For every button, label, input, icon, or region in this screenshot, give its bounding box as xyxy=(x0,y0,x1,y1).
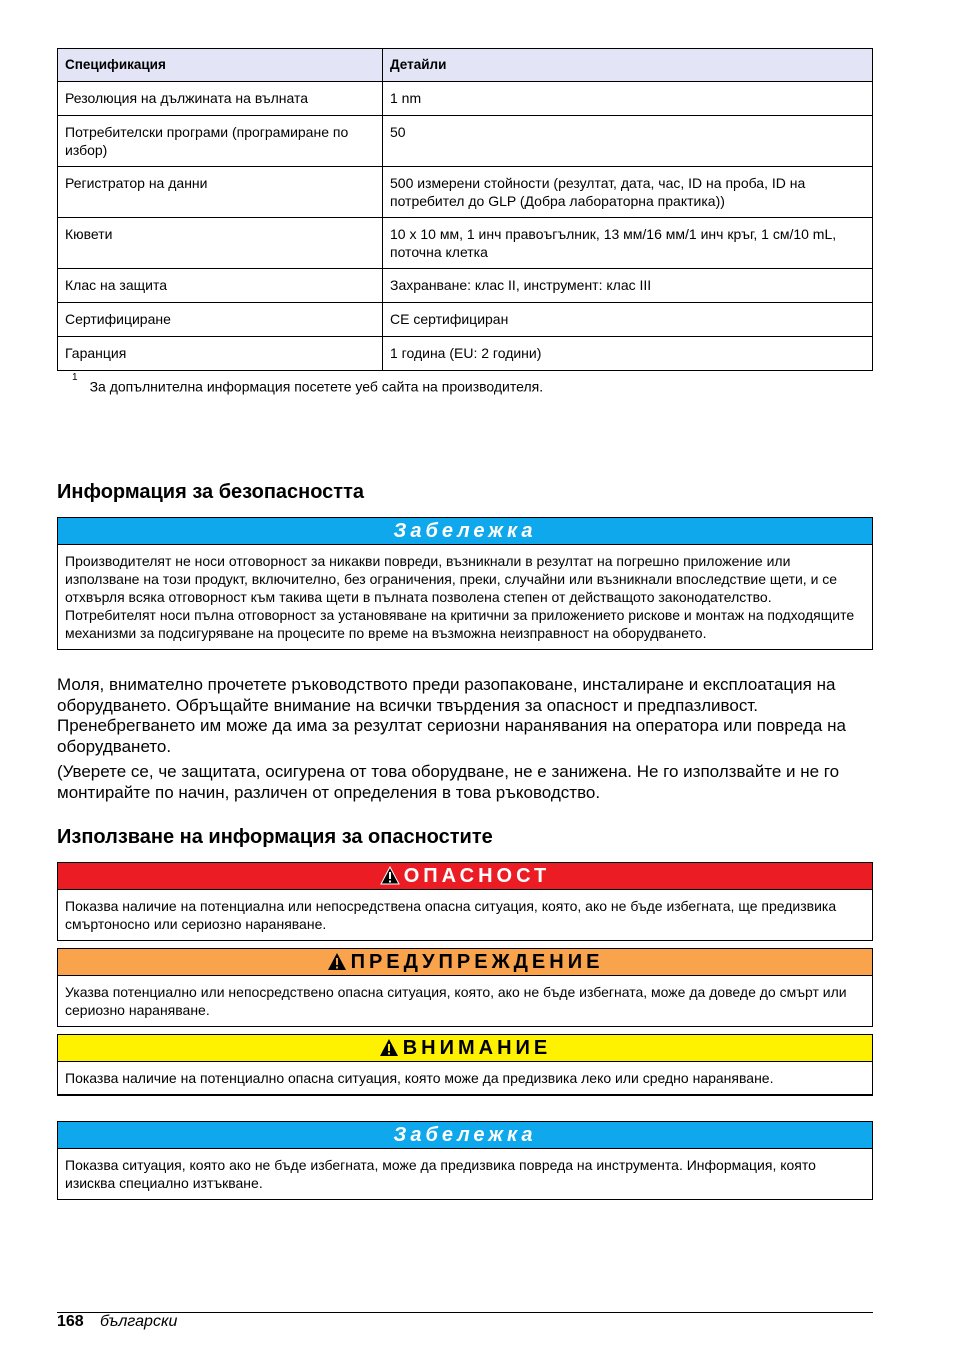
warning-box xyxy=(57,948,873,1027)
danger-box xyxy=(57,862,873,941)
caution-box-text: Показва наличие на потенциално опасна ситуация, която може да предизвика леко или средно нараняване. xyxy=(65,1070,774,1086)
intro-paragraph: Моля, внимателно прочетете ръководството преди разопаковане, инсталиране и експлоатация на оборудването. Обръщайте внимание на всички твърдения за опасност и предпазливост. Пренебрегването им може да има за резултат сериозни наранявания на оператора или повреда на оборудването. xyxy=(57,675,846,756)
notice-box-text: Показва ситуация, която ако не бъде избегната, може да предизвика повреда на инструмента. Информация, която изисква специално изтъкване. xyxy=(65,1157,816,1191)
caution-box xyxy=(57,1034,873,1096)
table-row xyxy=(58,269,873,303)
table-cell: 500 измерени стойности (резултат, дата, час, ID на проба, ID на потребител до GLP (Добра лабораторна практика)) xyxy=(383,167,873,218)
specification-table xyxy=(57,48,873,371)
warning-triangle-icon xyxy=(379,1038,399,1064)
note-box-text: Производителят не носи отговорност за никакви повреди, възникнали в резултат на погрешно приложение или използване на този продукт, включително, без ограничения, преки, случайни или възникнали впоследствие щети, и се отхвърля всяка отговорност към такива щети в пълната позволена степен от действащото законодателство. Потребителят носи пълна отговорност за установяване на критични за приложението рискове и монтаж на подходящите механизми за подсигуряване на процесите по време на възможна неизправност на оборудването. xyxy=(65,553,855,641)
table-footnote xyxy=(72,372,544,396)
table-cell: Захранване: клас II, инструмент: клас III xyxy=(383,269,873,303)
table-cell: Резолюция на дължината на вълната xyxy=(58,82,383,116)
table-header-row xyxy=(58,49,873,82)
table-cell: Клас на защита xyxy=(58,269,383,303)
table-cell: 10 х 10 мм, 1 инч правоъгълник, 13 мм/16 мм/1 инч кръг, 1 см/10 mL, поточна клетка xyxy=(383,218,873,269)
notice-box-header: Забележка xyxy=(58,1122,872,1149)
table-row xyxy=(58,82,873,116)
footnote-mark: 1 xyxy=(72,372,78,383)
footer-divider xyxy=(57,1312,873,1313)
table-row xyxy=(58,167,873,218)
table-row xyxy=(58,337,873,371)
table-cell: CE сертифициран xyxy=(383,303,873,337)
warning-triangle-icon xyxy=(327,952,347,978)
table-cell: Потребителски програми (програмиране по избор) xyxy=(58,116,383,167)
table-row xyxy=(58,116,873,167)
warning-triangle-icon xyxy=(380,866,400,892)
danger-box-text: Показва наличие на потенциална или непосредствена опасна ситуация, която, ако не бъде избегната, ще предизвика смъртоносно или сериозно нараняване. xyxy=(65,898,837,932)
note-box xyxy=(57,517,873,650)
column-header-specification: Спецификация xyxy=(58,49,383,82)
notice-box xyxy=(57,1121,873,1200)
danger-box-header xyxy=(58,863,872,890)
table-cell: 1 година (EU: 2 години) xyxy=(383,337,873,371)
warning-label: ПРЕДУПРЕЖДЕНИЕ xyxy=(350,951,604,973)
page-number: 168 xyxy=(57,1313,84,1330)
table-cell: Гаранция xyxy=(58,337,383,371)
column-header-details: Детайли xyxy=(383,49,873,82)
footer-language: български xyxy=(100,1313,178,1330)
warning-box-text: Указва потенциално или непосредствено опасна ситуация, която, ако не бъде избегната, може да доведе до смърт или сериозно нараняване. xyxy=(65,984,847,1018)
protection-paragraph: (Уверете се, че защитата, осигурена от това оборудване, не е занижена. Не го използвайте и не го монтирайте по начин, различен от определения в това ръководство. xyxy=(57,762,840,802)
table-row xyxy=(58,303,873,337)
caution-box-header xyxy=(58,1035,872,1062)
table-row xyxy=(58,218,873,269)
note-box-header: Забележка xyxy=(58,518,872,545)
danger-label: ОПАСНОСТ xyxy=(403,865,551,887)
table-cell: Сертифициране xyxy=(58,303,383,337)
table-cell: 1 nm xyxy=(383,82,873,116)
caution-label: ВНИМАНИЕ xyxy=(402,1037,552,1059)
hazard-section-title: Използване на информация за опасностите xyxy=(57,826,493,848)
warning-box-header xyxy=(58,949,872,976)
table-cell: Регистратор на данни xyxy=(58,167,383,218)
safety-section-title: Информация за безопасността xyxy=(57,481,365,503)
table-cell: 50 xyxy=(383,116,873,167)
table-cell: Кювети xyxy=(58,218,383,269)
footnote-text: За допълнителна информация посетете уеб сайта на производителя. xyxy=(89,378,544,395)
